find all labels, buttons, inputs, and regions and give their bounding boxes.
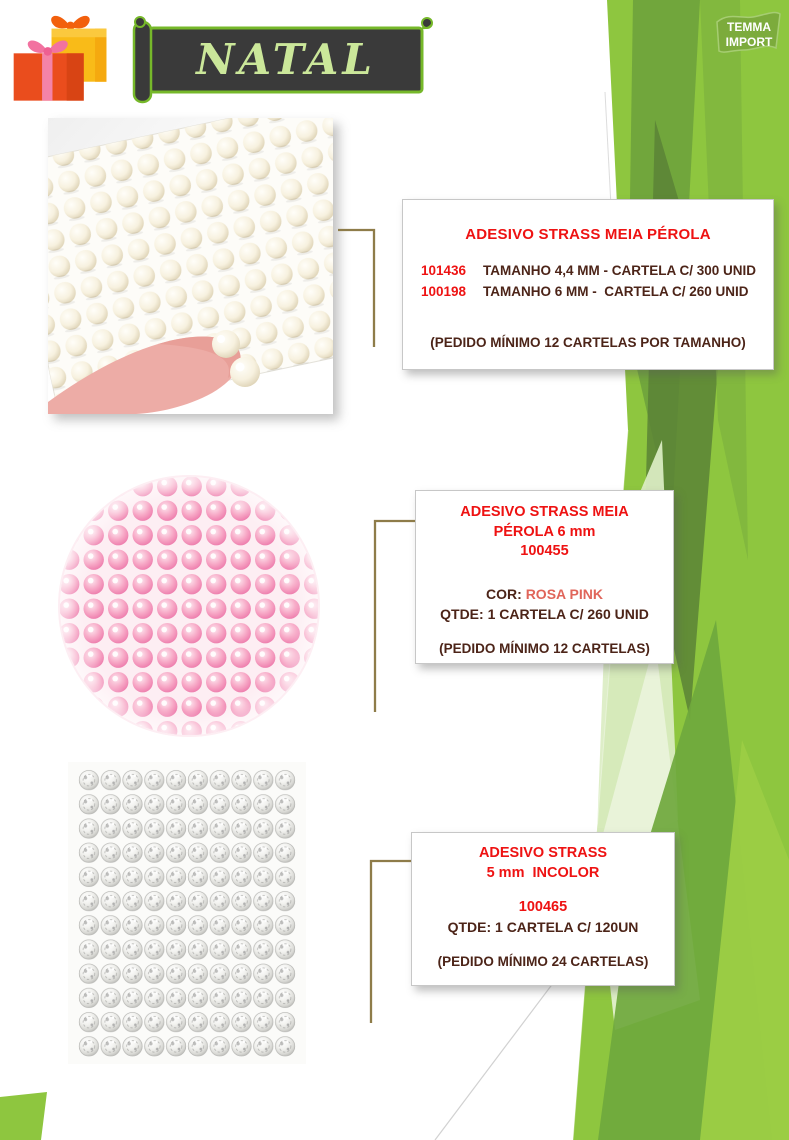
color-value: ROSA PINK — [525, 586, 603, 602]
info-box-perola-rosa — [415, 490, 674, 664]
min-order-note: (PEDIDO MÍNIMO 24 CARTELAS) — [437, 954, 649, 969]
product-code: 100198 — [421, 284, 467, 299]
min-order-note: (PEDIDO MÍNIMO 12 CARTELAS POR TAMANHO) — [430, 335, 746, 350]
brand-name-line1: TEMMA — [727, 20, 771, 34]
product-title-line1: ADESIVO STRASS — [478, 845, 608, 861]
info-box-meia-perola — [402, 199, 774, 370]
brand-flag — [712, 6, 784, 66]
product-title — [412, 844, 674, 883]
qty-text: QTDE: 1 CARTELA C/ 120UN — [447, 919, 639, 935]
product-title: ADESIVO STRASS MEIA PÉROLA — [465, 226, 711, 243]
qty-text: QTDE: 1 CARTELA C/ 260 UNID — [440, 606, 649, 622]
product-code: 100455 — [520, 543, 569, 559]
min-order-note: (PEDIDO MÍNIMO 12 CARTELAS) — [439, 641, 650, 656]
product-photo-clear-rhinestones — [68, 762, 306, 1064]
color-label: COR: — [486, 586, 522, 602]
info-box-strass-incolor — [411, 832, 675, 986]
brand-name-line2: IMPORT — [725, 35, 773, 49]
product-title-line1: ADESIVO STRASS MEIA — [460, 504, 629, 520]
product-code: 101436 — [421, 263, 467, 278]
product-photo-pink-pearls — [57, 474, 321, 738]
product-photo-white-pearls — [48, 118, 333, 414]
product-row — [421, 260, 765, 281]
product-row — [421, 281, 765, 302]
product-title-line2: PÉROLA 6 mm — [493, 523, 596, 540]
product-desc: TAMANHO 4,4 MM - CARTELA C/ 300 UNID — [483, 263, 757, 278]
product-code: 100465 — [518, 899, 568, 915]
product-desc: TAMANHO 6 MM - CARTELA C/ 260 UNID — [483, 284, 749, 299]
natal-banner — [126, 12, 444, 110]
product-size-rows — [421, 260, 765, 302]
product-title — [416, 503, 673, 562]
product-title-line2: 5 mm INCOLOR — [486, 864, 600, 881]
natal-title: NATAL — [196, 35, 376, 84]
color-line — [416, 586, 673, 602]
gift-boxes-icon — [8, 6, 114, 112]
